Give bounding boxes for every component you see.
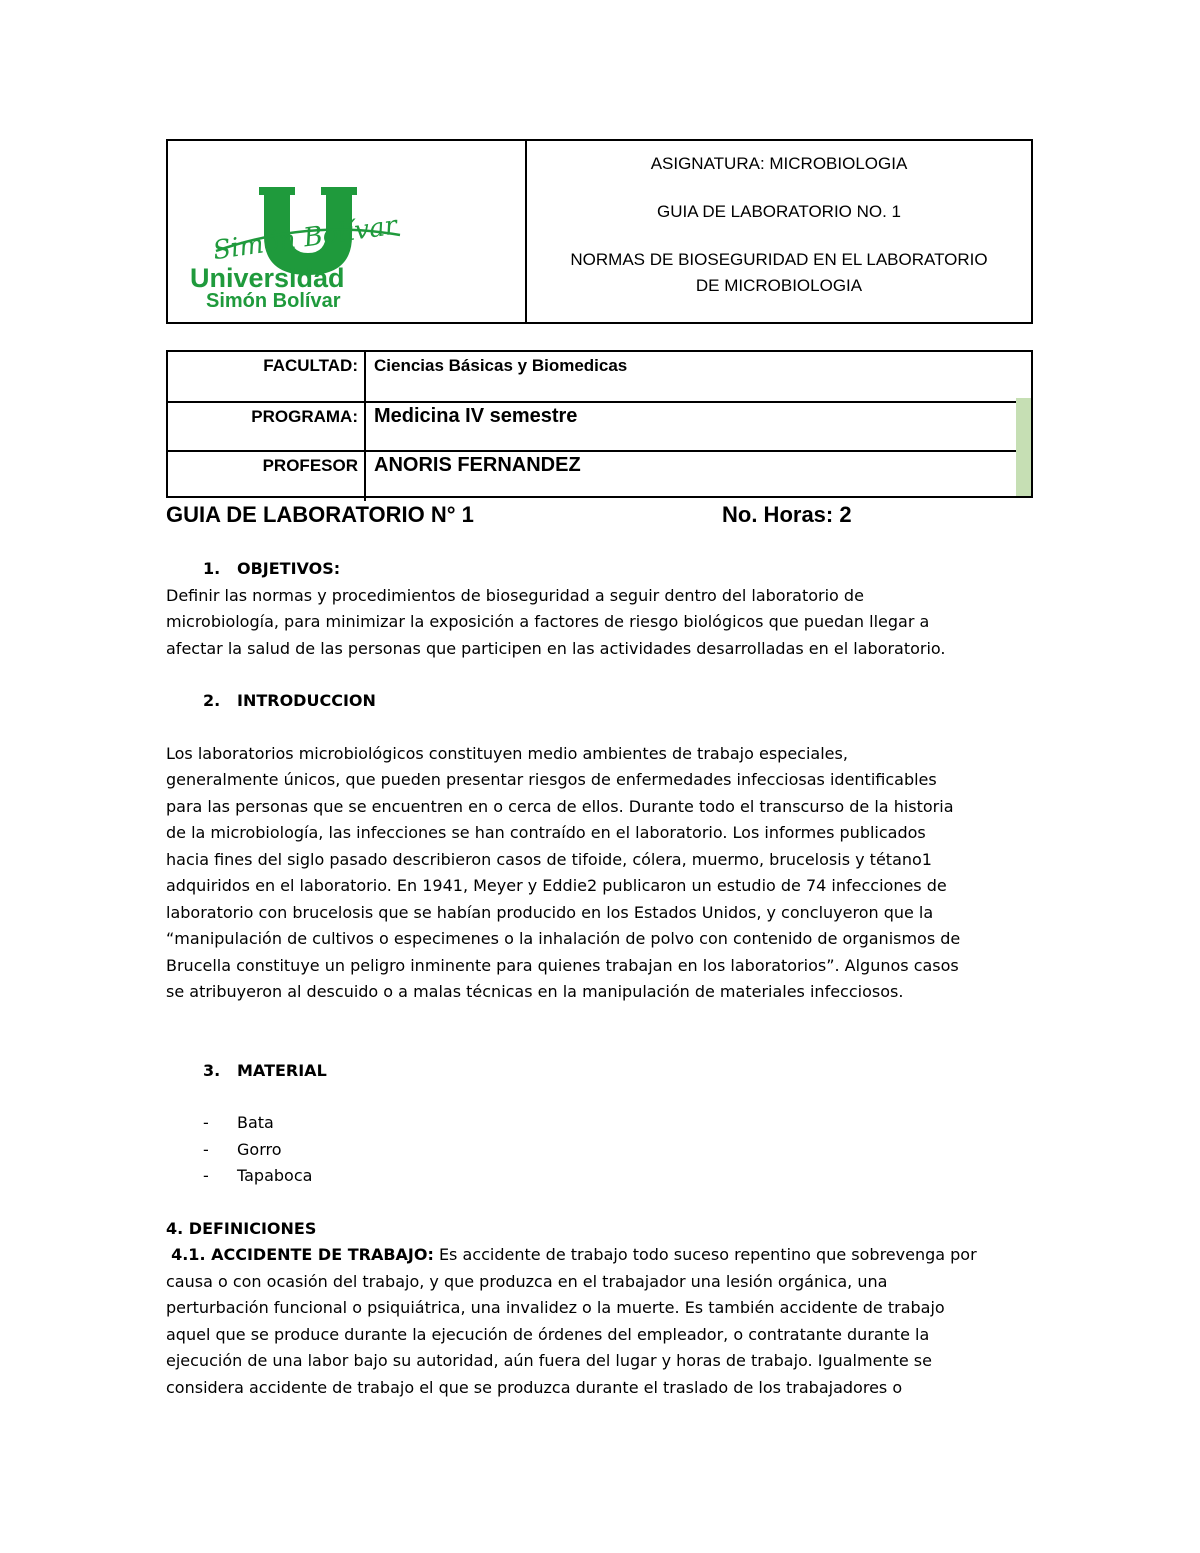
- intro-heading: 2. INTRODUCCION: [203, 691, 376, 710]
- program-label: PROGRAMA:: [168, 403, 366, 452]
- intro-line: “manipulación de cultivos o especimenes o la inhalación de polvo con contenido de organismos de: [166, 929, 961, 948]
- intro-line: generalmente únicos, que pueden presentar riesgos de enfermedades infecciosas identificables: [166, 770, 937, 789]
- material-item: - Tapaboca: [203, 1166, 313, 1185]
- material-item: - Gorro: [203, 1139, 282, 1159]
- professor-label: PROFESOR: [168, 452, 366, 501]
- accident-line: perturbación funcional o psiquiátrica, una invalidez o la muerte. Es también accidente de trabajo: [166, 1298, 945, 1317]
- objectives-line: afectar la salud de las personas que participen en las actividades desarrolladas en el laboratorio.: [166, 638, 946, 658]
- objectives-line: Definir las normas y procedimientos de bioseguridad a seguir dentro del laboratorio de: [166, 585, 864, 605]
- guide-title: GUIA DE LABORATORIO N° 1: [166, 502, 474, 527]
- definitions-heading: 4. DEFINICIONES: [166, 1218, 317, 1238]
- accident-label: 4.1. ACCIDENTE DE TRABAJO:: [171, 1245, 434, 1264]
- material-item: - Bata: [203, 1113, 274, 1132]
- intro-line: de la microbiología, las infecciones se han contraído en el laboratorio. Los informes publicados: [166, 823, 926, 842]
- faculty-label: FACULTAD:: [168, 352, 366, 401]
- info-table: [166, 350, 1033, 498]
- subject-label: ASIGNATURA: MICROBIOLOGIA: [650, 154, 908, 173]
- material-list: [166, 1110, 1036, 1190]
- logo-line1: Universidad: [190, 263, 345, 293]
- faculty-value: Ciencias Básicas y Biomedicas: [374, 356, 628, 375]
- professor-row: [168, 450, 1031, 501]
- document-body: [166, 556, 1036, 1401]
- logo-line2: Simón Bolívar: [206, 290, 341, 312]
- intro-line: laboratorio con brucelosis que se habían producido en los Estados Unidos, y concluyeron que la: [166, 902, 934, 922]
- accident-line: aquel que se produce durante la ejecución de órdenes del empleador, o contratante durante la: [166, 1324, 930, 1344]
- intro-line: Los laboratorios microbiológicos constituyen medio ambientes de trabajo especiales,: [166, 743, 848, 763]
- green-accent-bar: [1016, 398, 1031, 496]
- objectives-heading: 1. OBJETIVOS:: [203, 559, 341, 578]
- program-row: [168, 401, 1031, 452]
- accident-line: considera accidente de trabajo el que se produzca durante el traslado de los trabajadores o: [166, 1377, 903, 1397]
- guide-label: GUIA DE LABORATORIO NO. 1: [656, 202, 902, 221]
- intro-line: hacia fines del siglo pasado describieron casos de tifoide, cólera, muermo, brucelosis y tétano1: [166, 849, 932, 869]
- program-value: Medicina IV semestre: [374, 405, 578, 427]
- intro-line: para las personas que se encuentren en o cerca de ellos. Durante todo el transcurso de la historia: [166, 796, 954, 816]
- title-line1: NORMAS DE BIOSEGURIDAD EN EL LABORATORIO: [570, 250, 988, 269]
- objectives-line: microbiología, para minimizar la exposición a factores de riesgo biológicos que puedan llegar a: [166, 612, 930, 631]
- accident-first-line: 4.1. ACCIDENTE DE TRABAJO: Es accidente de trabajo todo suceso repentino que sobrevenga por: [171, 1245, 977, 1264]
- accident-line: causa o con ocasión del trabajo, y que produzca en el trabajador una lesión orgánica, una: [166, 1271, 888, 1291]
- header-titles: [527, 141, 1031, 322]
- intro-line: Brucella constituye un peligro inminente para quienes trabajan en los laboratorios”. Algunos casos: [166, 955, 959, 975]
- logo-graphic: [168, 141, 523, 322]
- accident-line: ejecución de una labor bajo su autoridad, aún fuera del lugar y horas de trabajo. Igualmente se: [166, 1351, 932, 1370]
- faculty-row: [168, 352, 1031, 401]
- university-logo: [168, 141, 527, 322]
- guide-hours: No. Horas: 2: [722, 502, 852, 527]
- intro-line: adquiridos en el laboratorio. En 1941, Meyer y Eddie2 publicaron un estudio de 74 infecciones de: [166, 876, 947, 895]
- title-line2: DE MICROBIOLOGIA: [695, 276, 863, 295]
- logo-script-text: Simón Bolívar: [211, 210, 399, 267]
- header-table: [166, 139, 1033, 324]
- material-heading: 3. MATERIAL: [203, 1060, 327, 1080]
- intro-line: se atribuyeron al descuido o a malas técnicas en la manipulación de materiales infecciosos.: [166, 982, 904, 1001]
- professor-value: ANORIS FERNANDEZ: [374, 454, 581, 476]
